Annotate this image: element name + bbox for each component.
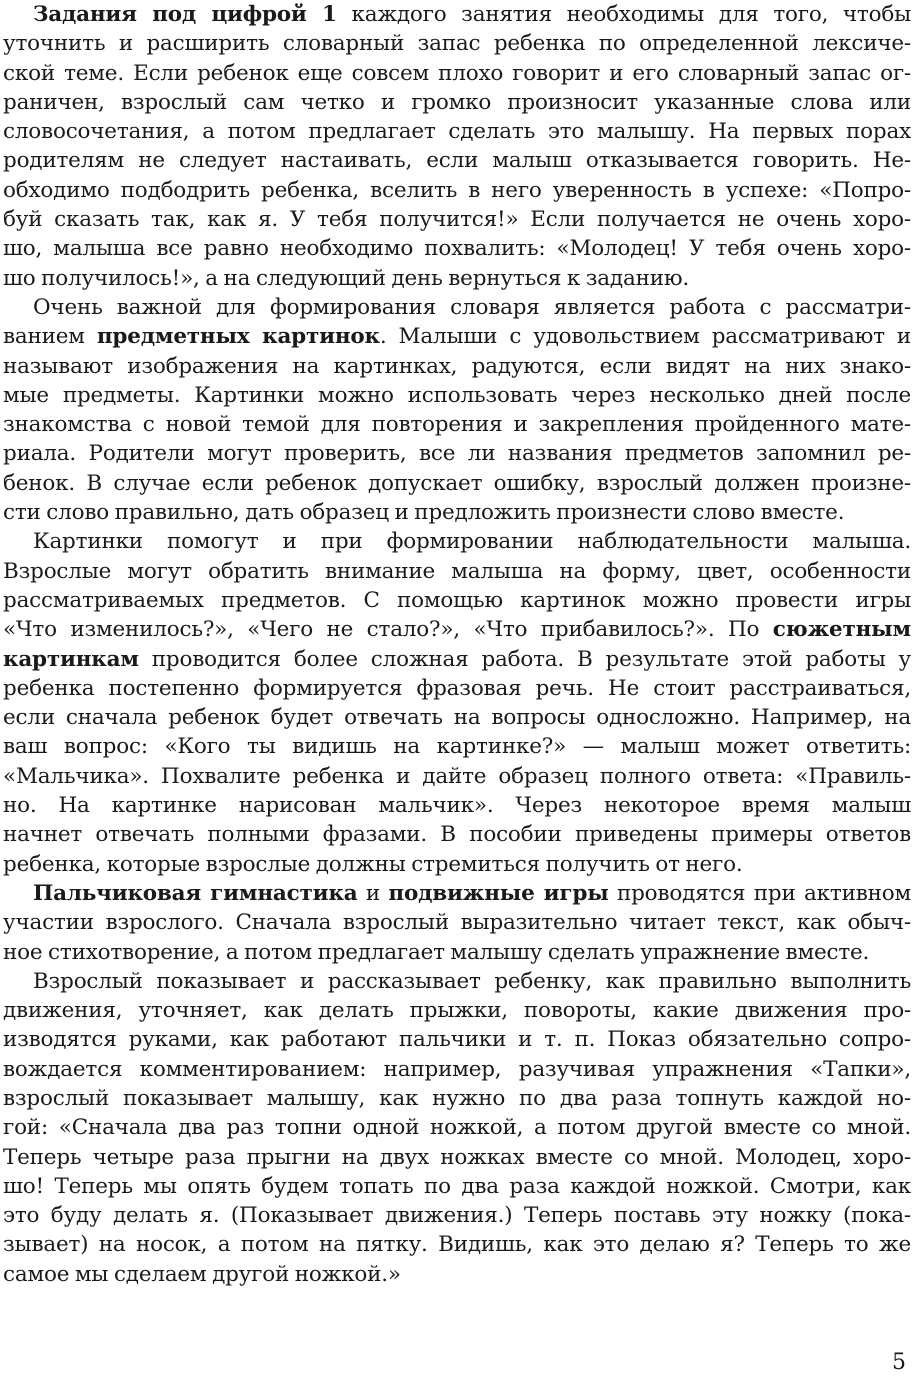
text-line [3,1260,911,1289]
text-segment: проводятся при активном [608,880,911,906]
text-segment: Взрослый показывает и рассказывает ребенку, как правильно выполнить [33,968,911,994]
text-line [3,117,911,146]
text-line [3,1143,911,1172]
text-line [3,352,911,381]
text-line [3,732,911,761]
text-line [3,908,911,937]
text-segment: шо, малыша все равно необходимо похвалить: «Молодец! У тебя очень хоро- [3,236,911,262]
text-segment: шо получилось!», а на следующий день вернуться к заданию. [3,265,689,291]
text-line [3,205,911,234]
text-segment: гой: «Сначала два раз топни одной ножкой, а потом другой вместе со мной. [3,1115,911,1141]
text-segment: называют изображения на картинках, радуются, если видят на них знако- [3,353,911,379]
text-segment: раничен, взрослый сам четко и громко произносит указанные слова или [3,89,911,115]
text-line [3,1084,911,1113]
bold-term: картинкам [3,646,139,672]
text-segment: это буду делать я. (Показывает движения.) Теперь поставь эту ножку (пока- [3,1203,911,1229]
paragraph [3,879,911,967]
text-segment: мые предметы. Картинки можно использовать через несколько дней после [3,382,911,408]
text-line [3,1025,911,1054]
text-line [3,1055,911,1084]
text-segment: знакомства с новой темой для повторения и закрепления пройденного мате- [3,412,911,438]
text-line [3,88,911,117]
text-segment: Взрослые могут обратить внимание малыша на форму, цвет, особенности [3,558,911,584]
text-line [3,146,911,175]
text-line [3,1201,911,1230]
text-segment: уточнить и расширить словарный запас ребенка по определенной лексиче- [3,31,911,57]
text-segment: изводятся руками, как работают пальчики и т. п. Показ обязательно сопро- [3,1027,911,1053]
text-line [3,703,911,732]
bold-term: подвижные игры [388,880,609,906]
text-line [3,1230,911,1259]
text-segment: . Малыши с удовольствием рассматривают и [379,324,911,350]
text-line [3,293,911,322]
text-segment: ное стихотворение, а потом предлагает малышу сделать упражнение вместе. [3,939,870,965]
text-line [3,264,911,293]
text-line [3,381,911,410]
text-segment: Теперь четыре раза прыгни на двух ножках вместе со мной. Молодец, хоро- [3,1144,911,1170]
text-segment: ваш вопрос: «Кого ты видишь на картинке?» — малыш может ответить: [3,734,911,760]
bold-term: предметных картинок [96,324,380,350]
bold-term: Задания под цифрой 1 [33,2,337,27]
paragraph [3,527,911,879]
text-segment: Картинки помогут и при формировании наблюдательности малыша. [33,529,911,555]
text-segment: участии взрослого. Сначала взрослый выразительно читает текст, как обыч- [3,910,911,936]
text-segment: ской теме. Если ребенок еще совсем плохо говорит и его словарный запас ог- [3,60,911,86]
text-line [3,1172,911,1201]
text-segment: вождается комментированием: например, разучивая упражнения «Тапки», [3,1056,911,1082]
text-line [3,557,911,586]
text-segment: шо! Теперь мы опять будем топать по два раза каждой ножкой. Смотри, как [3,1173,911,1199]
text-line [3,645,911,674]
text-segment: словосочетания, а потом предлагает сделать это малышу. На первых порах [3,119,911,145]
text-segment: ребенка, которые взрослые должны стремиться получить от него. [3,851,743,877]
text-line [3,59,911,88]
text-segment: и [357,880,389,906]
text-segment: «Что изменилось?», «Чего не стало?», «Что прибавилось?». По [3,617,773,643]
paragraph [3,0,911,293]
text-segment: зывает) на носок, а потом на пятку. Видишь, как это делаю я? Теперь то же [3,1232,911,1258]
text-line [3,234,911,263]
text-line [3,615,911,644]
text-line [3,586,911,615]
paragraph [3,967,911,1289]
text-segment: взрослый показывает малышу, как нужно по два раза топнуть каждой но- [3,1085,911,1111]
text-line [3,29,911,58]
text-line [3,879,911,908]
page-body [3,0,911,1289]
text-segment: движения, уточняет, как делать прыжки, повороты, какие движения про- [3,998,911,1024]
text-segment: самое мы сделаем другой ножкой.» [3,1261,401,1287]
text-segment: ребенка постепенно формируется фразовая речь. Не стоит расстраиваться, [3,675,911,701]
text-line [3,850,911,879]
text-segment: каждого занятия необходимы для того, чтобы [336,2,911,27]
text-line [3,0,911,29]
text-segment: Очень важной для формирования словаря является работа с рассматри- [33,294,911,320]
text-segment: бенок. В случае если ребенок допускает ошибку, взрослый должен произне- [3,470,911,496]
text-segment: сти слово правильно, дать образец и предложить произнести слово вместе. [3,500,845,526]
text-line [3,1113,911,1142]
text-segment: обходимо подбодрить ребенка, вселить в него уверенность в успехе: «Попро- [3,177,911,203]
page-number: 5 [892,1350,906,1375]
text-segment: буй сказать так, как я. У тебя получится!» Если получается не очень хоро- [3,207,911,233]
text-line [3,498,911,527]
text-segment: ванием [3,324,97,350]
text-line [3,469,911,498]
text-segment: если сначала ребенок будет отвечать на вопросы односложно. Например, на [3,705,911,731]
text-line [3,674,911,703]
text-segment: риала. Родители могут проверить, все ли названия предметов запомнил ре- [3,441,911,467]
paragraph [3,293,911,527]
bold-term: Пальчиковая гимнастика [33,880,358,906]
text-line [3,762,911,791]
text-segment: рассматриваемых предметов. С помощью картинок можно провести игры [3,587,911,613]
text-line [3,410,911,439]
text-line [3,791,911,820]
bold-term: сюжетным [772,617,911,643]
text-segment: проводится более сложная работа. В результате этой работы у [138,646,911,672]
text-line [3,996,911,1025]
text-segment: начнет отвечать полными фразами. В пособии приведены примеры ответов [3,822,911,848]
text-segment: родителям не следует настаивать, если малыш отказывается говорить. Не- [3,148,911,174]
text-segment: но. На картинке нарисован мальчик». Через некоторое время малыш [3,793,911,819]
text-line [3,967,911,996]
text-line [3,322,911,351]
text-line [3,820,911,849]
text-line [3,527,911,556]
text-line [3,439,911,468]
text-segment: «Мальчика». Похвалите ребенка и дайте образец полного ответа: «Правиль- [3,763,911,789]
text-line [3,176,911,205]
text-line [3,938,911,967]
